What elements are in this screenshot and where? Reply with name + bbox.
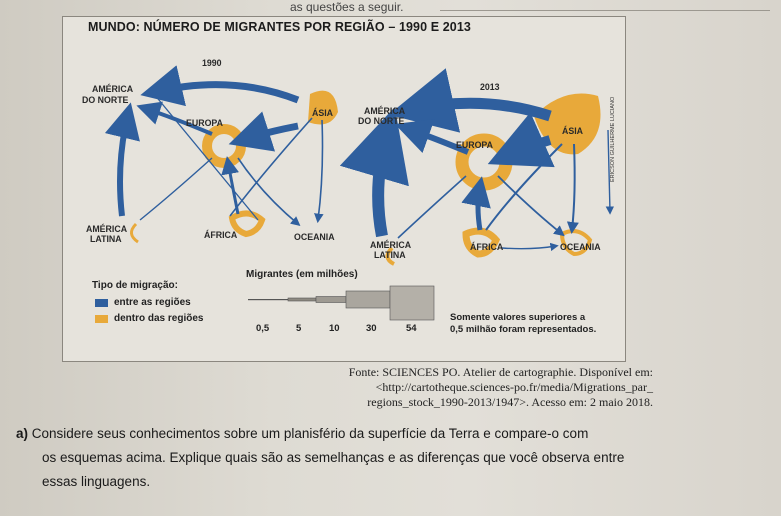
scale-tick-0: 0,5: [256, 323, 270, 334]
legend-between-label: entre as regiões: [114, 297, 191, 308]
scale-note: [450, 312, 596, 336]
scheme-2013: [358, 82, 610, 264]
label-oceania-2013: OCEANIA: [560, 242, 601, 252]
scale-tick-2: 10: [329, 323, 340, 334]
label-africa-2013: ÁFRICA: [470, 242, 504, 252]
source-line-1: Fonte: SCIENCES PO. Atelier de cartographie. Disponível em:: [348, 365, 653, 379]
europe-within-1990: [207, 129, 241, 163]
scale-tick-4: 54: [406, 323, 417, 334]
scale-tick-3: 30: [366, 323, 377, 334]
label-latin-america-2-2013: LATINA: [374, 250, 406, 260]
label-europe-2013: EUROPA: [456, 140, 493, 150]
latam-to-namerica-1990: [120, 114, 128, 216]
africa-to-europe-1990: [228, 162, 238, 214]
legend-between-swatch: [95, 299, 108, 307]
africa-to-oceania-2013: [502, 246, 556, 249]
latam-to-namerica-2013: [378, 130, 388, 236]
legend-within: [95, 313, 203, 324]
label-north-america-1-2013: AMÉRICA: [364, 106, 406, 116]
latam-within-1990: [131, 224, 138, 242]
legend-between: [95, 297, 191, 308]
figure-title: MUNDO: NÚMERO DE MIGRANTES POR REGIÃO – 1990 E 2013: [88, 20, 471, 34]
top-text: as questões a seguir.: [290, 0, 404, 14]
question-label: a): [16, 426, 29, 441]
label-latin-america-1-1990: AMÉRICA: [86, 224, 128, 234]
illustrator-credit: ERICSON GUILHERME LUCIANO: [610, 96, 616, 182]
label-north-america-2-2013: DO NORTE: [358, 116, 405, 126]
asia-to-oceania-2013: [572, 144, 575, 230]
year-1990-label: 1990: [202, 58, 222, 68]
label-asia-1990: ÁSIA: [312, 108, 334, 118]
scale-note-line-2: 0,5 milhão foram representados.: [450, 324, 597, 335]
source-url: <http://cartotheque.sciences-po.fr/media/Migrations_par_: [375, 380, 653, 394]
asia-to-europe-1990: [242, 126, 298, 140]
scale-step-54: [390, 286, 434, 320]
top-rule: [440, 10, 770, 11]
europe-to-oceania-2013: [498, 176, 562, 234]
label-africa-1990: ÁFRICA: [204, 230, 238, 240]
asia-to-namerica-2013: [410, 103, 550, 116]
legend-within-label: dentro das regiões: [114, 313, 204, 324]
year-2013-label: 2013: [480, 82, 500, 92]
scale-step-30: [346, 291, 390, 308]
question-line-3: essas linguagens.: [42, 474, 151, 489]
asia-to-oceania-1990: [318, 120, 323, 220]
question-line-2: os esquemas acima. Explique quais são as semelhanças e as diferenças que você observa entre: [42, 450, 625, 465]
africa-to-europe-2013: [478, 186, 480, 230]
label-oceania-1990: OCEANIA: [294, 232, 335, 242]
label-north-america-2-1990: DO NORTE: [82, 95, 129, 105]
scale-step-5: [288, 298, 316, 301]
asia-to-europe-2013: [506, 140, 550, 156]
migration-schemes: [62, 34, 624, 274]
legend-title: Tipo de migração:: [92, 280, 178, 291]
label-north-america-1-1990: AMÉRICA: [92, 84, 134, 94]
source-line-3: regions_stock_1990-2013/1947>. Acesso em: 2 maio 2018.: [367, 395, 653, 409]
scale-step-0-5: [248, 299, 288, 300]
scale-bar: [246, 284, 438, 324]
scale-title: Migrantes (em milhões): [246, 269, 358, 280]
europe-to-latam-1990: [140, 158, 212, 220]
asia-to-namerica-1990: [154, 85, 298, 100]
legend-within-swatch: [95, 315, 108, 323]
scheme-1990: [82, 58, 338, 244]
question-line-1: Considere seus conhecimentos sobre um planisfério da superfície da Terra e compare-o com: [31, 426, 589, 441]
scale-note-line-1: Somente valores superiores a: [450, 312, 586, 323]
label-asia-2013: ÁSIA: [562, 126, 584, 136]
scale-step-10: [316, 297, 346, 303]
label-europe-1990: EUROPA: [186, 118, 223, 128]
europe-to-latam-2013: [398, 176, 466, 238]
label-latin-america-2-1990: LATINA: [90, 234, 122, 244]
scale-tick-1: 5: [296, 323, 302, 334]
question-a: [16, 422, 716, 494]
label-latin-america-1-2013: AMÉRICA: [370, 240, 412, 250]
